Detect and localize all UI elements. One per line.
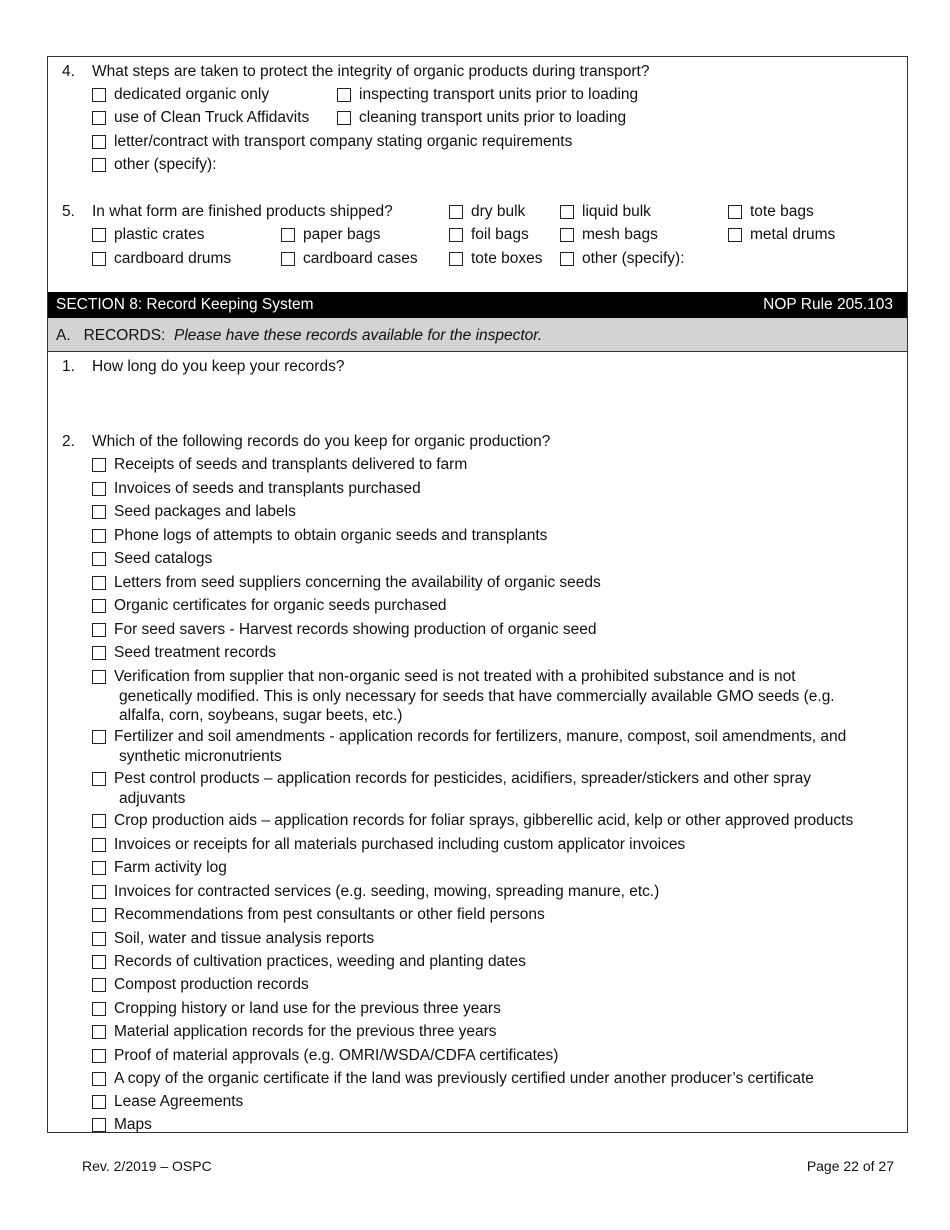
checkbox[interactable] (92, 730, 106, 744)
checkbox[interactable] (560, 205, 574, 219)
record-item-label: Recommendations from pest consultants or other field persons (114, 906, 545, 923)
checkbox[interactable] (92, 861, 106, 875)
checkbox[interactable] (92, 458, 106, 472)
checkbox[interactable] (92, 1118, 106, 1132)
checkbox[interactable] (92, 670, 106, 684)
checkbox[interactable] (92, 1095, 106, 1109)
q4-number: 4. (62, 63, 75, 80)
record-item-label: Invoices or receipts for all materials purchased including custom applicator invoices (114, 836, 686, 853)
checkbox[interactable] (92, 576, 106, 590)
checkbox[interactable] (92, 646, 106, 660)
record-item-label-continued: alfalfa, corn, soybeans, sugar beets, etc.) (119, 707, 403, 724)
record-item-label: Organic certificates for organic seeds purchased (114, 597, 447, 614)
record-item-label: Seed packages and labels (114, 503, 296, 520)
record-item-label: Farm activity log (114, 859, 227, 876)
record-item-label: For seed savers - Harvest records showing production of organic seed (114, 621, 597, 638)
checkbox[interactable] (92, 838, 106, 852)
checkbox[interactable] (337, 111, 351, 125)
q5-question: In what form are finished products shipped? (92, 203, 393, 220)
checkbox[interactable] (92, 955, 106, 969)
record-item-label: Invoices for contracted services (e.g. seeding, mowing, spreading manure, etc.) (114, 883, 660, 900)
section-title: SECTION 8: Record Keeping System (56, 296, 314, 313)
record-item-label: Maps (114, 1116, 152, 1133)
checkbox[interactable] (281, 252, 295, 266)
checkbox[interactable] (728, 228, 742, 242)
form-frame: 4. What steps are taken to protect the integrity of organic products during transport? dedicated organic only inspecting transport units prior to loading use of Clean Truck Affidavits cleaning transport units prior to loading letter/contract with transport company stating organic requirements other (specify): 5. In what form are finished products shipped? dry bulk liquid bulk tote bags plastic crates paper bags foil bags mesh bags metal drums cardboard drums cardboard cases tote boxes other (specify): SECTION 8: Record Keeping System NOP Rule 205.103 A. RECORDS: Please have these records available for the inspector. 1. How long do you keep your records? 2. Which of the following records do you keep for organic production? Receipts of seeds and transplants delivered to farm Invoices of seeds and transplants purchased Seed packages and labels Phone logs of attempts to obtain organic seeds and transplants Seed catalogs Letters from seed suppliers concerning the availability of organic seeds Organic certificates for organic seeds purchased For seed savers - Harvest records showing production of organic seed Seed treatment records Verification from supplier that non-organic seed is not treated with a prohibited substance and is not genetically modified. This is only necessary for seeds that have commercially available GMO seeds (e.g. alfalfa, corn, soybeans, sugar beets, etc.) Fertilizer and soil amendments - application records for fertilizers, manure, compost, soil amendments, and synthetic micronutrients Pest control products – application records for pesticides, acidifiers, spreader/stickers and other spray adjuvants Crop production aids – application records for foliar sprays, gibberellic acid, kelp or other approved products Invoices or receipts for all materials purchased including custom applicator invoices Farm activity log Invoices for contracted services (e.g. seeding, mowing, spreading manure, etc.) Recommendations from pest consultants or other field persons Soil, water and tissue analysis reports Records of cultivation practices, weeding and planting dates Compost production records Cropping history or land use for the previous three years Material application records for the previous three years Proof of material approvals (e.g. OMRI/WSDA/CDFA certificates) A copy of the organic certificate if the land was previously certified under another producer’s certificate Lease Agreements Maps (47, 56, 908, 1133)
r1-question: How long do you keep your records? (92, 358, 345, 375)
checkbox[interactable] (92, 482, 106, 496)
record-item-label: Seed catalogs (114, 550, 213, 567)
checkbox[interactable] (92, 814, 106, 828)
footer-revision: Rev. 2/2019 – OSPC (82, 1158, 212, 1174)
footer-page-number: Page 22 of 27 (806, 1158, 894, 1174)
record-item-label: Compost production records (114, 976, 309, 993)
r1-number: 1. (62, 358, 75, 375)
checkbox[interactable] (281, 228, 295, 242)
checkbox[interactable] (92, 978, 106, 992)
section-header (48, 292, 907, 318)
checkbox[interactable] (92, 228, 106, 242)
record-item-label: Lease Agreements (114, 1093, 244, 1110)
checkbox[interactable] (92, 88, 106, 102)
q5-number: 5. (62, 203, 75, 220)
checkbox[interactable] (560, 252, 574, 266)
subsection-instruction: Please have these records available for the inspector. (174, 327, 543, 344)
checkbox[interactable] (92, 772, 106, 786)
record-item-label: Soil, water and tissue analysis reports (114, 930, 375, 947)
record-item-label: Pest control products – application records for pesticides, acidifiers, spreader/stickers and other spray (114, 770, 811, 787)
record-item-label-continued: genetically modified. This is only necessary for seeds that have commercially available GMO seeds (e.g. (119, 688, 835, 705)
checkbox[interactable] (337, 88, 351, 102)
checkbox[interactable] (92, 623, 106, 637)
record-item-label: Letters from seed suppliers concerning the availability of organic seeds (114, 574, 601, 591)
subsection-header (48, 318, 907, 352)
checkbox[interactable] (728, 205, 742, 219)
record-item-label: Invoices of seeds and transplants purchased (114, 480, 421, 497)
record-item-label: Records of cultivation practices, weeding and planting dates (114, 953, 526, 970)
record-item-label: Phone logs of attempts to obtain organic seeds and transplants (114, 527, 548, 544)
subsection-prefix: A. RECORDS: (56, 327, 174, 344)
record-item-label-continued: adjuvants (119, 790, 186, 807)
checkbox[interactable] (449, 252, 463, 266)
checkbox[interactable] (92, 552, 106, 566)
section-rule: NOP Rule 205.103 (763, 296, 893, 313)
record-item-label: Receipts of seeds and transplants delivered to farm (114, 456, 468, 473)
checkbox[interactable] (92, 908, 106, 922)
record-item-label: A copy of the organic certificate if the land was previously certified under another producer’s certificate (114, 1070, 814, 1087)
checkbox[interactable] (92, 1072, 106, 1086)
checkbox[interactable] (92, 1002, 106, 1016)
record-item-label: Crop production aids – application records for foliar sprays, gibberellic acid, kelp or other approved products (114, 812, 854, 829)
checkbox[interactable] (92, 158, 106, 172)
checkbox[interactable] (560, 228, 574, 242)
checkbox[interactable] (92, 932, 106, 946)
record-item-label: Verification from supplier that non-organic seed is not treated with a prohibited substance and is not (114, 668, 796, 685)
checkbox[interactable] (92, 111, 106, 125)
checkbox[interactable] (92, 599, 106, 613)
record-item-label: Cropping history or land use for the previous three years (114, 1000, 501, 1017)
record-item-label: Fertilizer and soil amendments - application records for fertilizers, manure, compost, soil amendments, and (114, 728, 847, 745)
checkbox[interactable] (449, 228, 463, 242)
checkbox[interactable] (92, 135, 106, 149)
checkbox[interactable] (92, 885, 106, 899)
q4-question: What steps are taken to protect the integrity of organic products during transport? (92, 63, 650, 80)
checkbox[interactable] (449, 205, 463, 219)
record-item-label: Proof of material approvals (e.g. OMRI/WSDA/CDFA certificates) (114, 1047, 559, 1064)
checkbox[interactable] (92, 1025, 106, 1039)
checkbox[interactable] (92, 505, 106, 519)
checkbox[interactable] (92, 1049, 106, 1063)
r2-question: Which of the following records do you keep for organic production? (92, 433, 551, 450)
checkbox[interactable] (92, 252, 106, 266)
record-item-label-continued: synthetic micronutrients (119, 748, 282, 765)
checkbox[interactable] (92, 529, 106, 543)
r2-number: 2. (62, 433, 75, 450)
record-item-label: Material application records for the previous three years (114, 1023, 497, 1040)
record-item-label: Seed treatment records (114, 644, 276, 661)
